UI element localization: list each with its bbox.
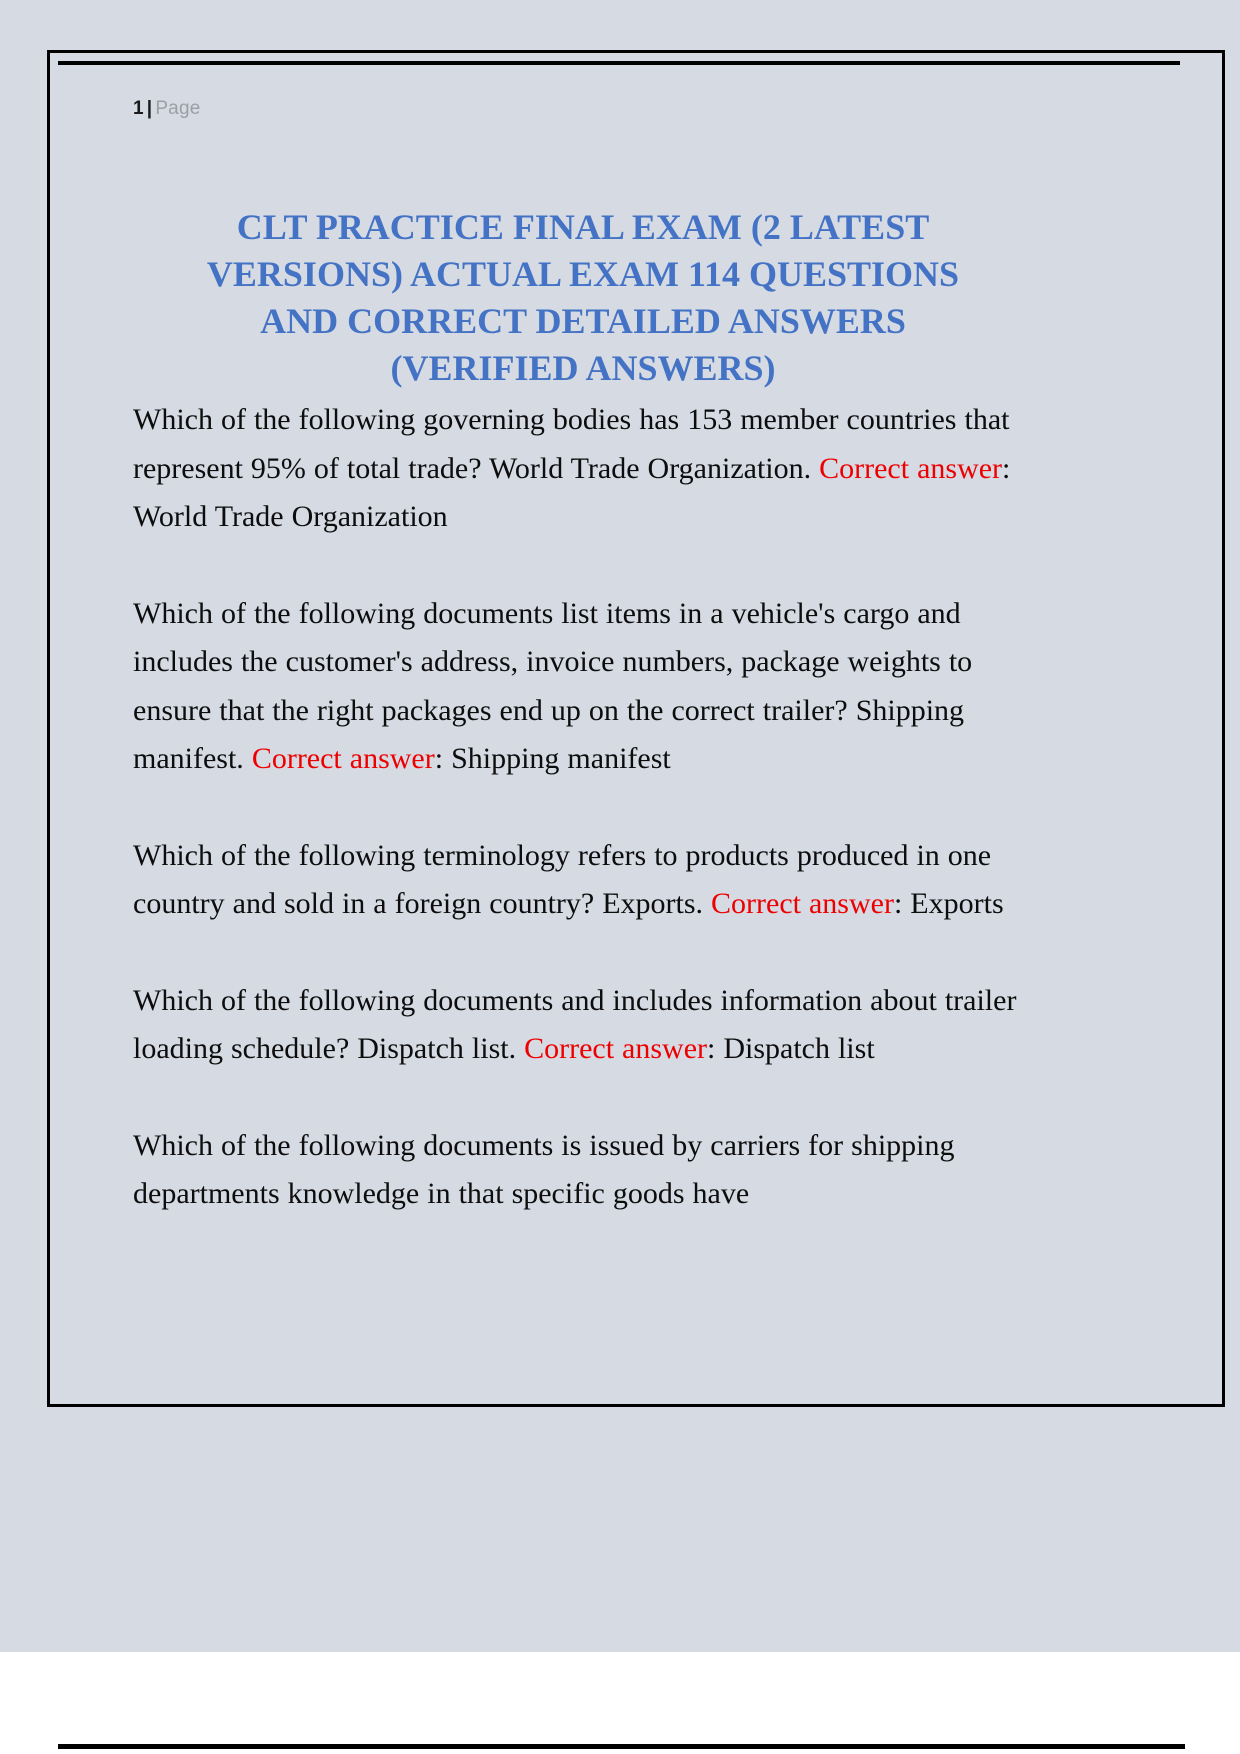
next-page-top-border bbox=[58, 1744, 1185, 1749]
title-line-2: VERSIONS) ACTUAL EXAM 114 QUESTIONS bbox=[206, 254, 960, 294]
question-text: Which of the following documents and includes information about trailer loading schedule? Dispatch list. bbox=[133, 983, 1017, 1065]
page-number: 1 bbox=[133, 98, 144, 119]
correct-answer-label: Correct answer bbox=[711, 887, 894, 920]
qa-item bbox=[133, 590, 1033, 784]
page-header-label: Page bbox=[155, 98, 201, 119]
title-line-4: (VERIFIED ANSWERS) bbox=[390, 348, 776, 388]
page-number-header bbox=[133, 96, 1033, 122]
answer-text: : Shipping manifest bbox=[434, 742, 671, 775]
answer-text: : Dispatch list bbox=[707, 1032, 875, 1065]
title-line-1: CLT PRACTICE FINAL EXAM (2 LATEST bbox=[236, 207, 930, 247]
answer-text: : World Trade Organization bbox=[133, 451, 1011, 533]
document-content bbox=[133, 96, 1033, 1219]
qa-item bbox=[133, 396, 1033, 542]
title-line-3: AND CORRECT DETAILED ANSWERS bbox=[260, 301, 906, 341]
answer-text: : Exports bbox=[893, 887, 1004, 920]
question-text: Which of the following terminology refers to products produced in one country and sold in a foreign country? Exports. bbox=[133, 838, 992, 920]
qa-item bbox=[133, 1122, 1033, 1219]
correct-answer-label: Correct answer bbox=[251, 742, 435, 775]
qa-item bbox=[133, 977, 1033, 1074]
question-text: Which of the following documents list items in a vehicle's cargo and includes the customer's address, invoice numbers, package weights to ensure that the right packages end up on the correct trailer? Shipping manifest. bbox=[133, 596, 973, 775]
page-header-separator: | bbox=[146, 98, 153, 119]
header-horizontal-rule bbox=[58, 61, 1180, 65]
question-text: Which of the following documents is issued by carriers for shipping departments knowledge in that specific goods have bbox=[133, 1128, 955, 1210]
page-title bbox=[133, 204, 1033, 392]
qa-item bbox=[133, 832, 1033, 929]
correct-answer-label: Correct answer bbox=[819, 451, 1003, 485]
question-text: Which of the following governing bodies has 153 member countries that represent 95% of total trade? World Trade Organization. bbox=[133, 403, 1010, 485]
correct-answer-label: Correct answer bbox=[524, 1032, 707, 1065]
